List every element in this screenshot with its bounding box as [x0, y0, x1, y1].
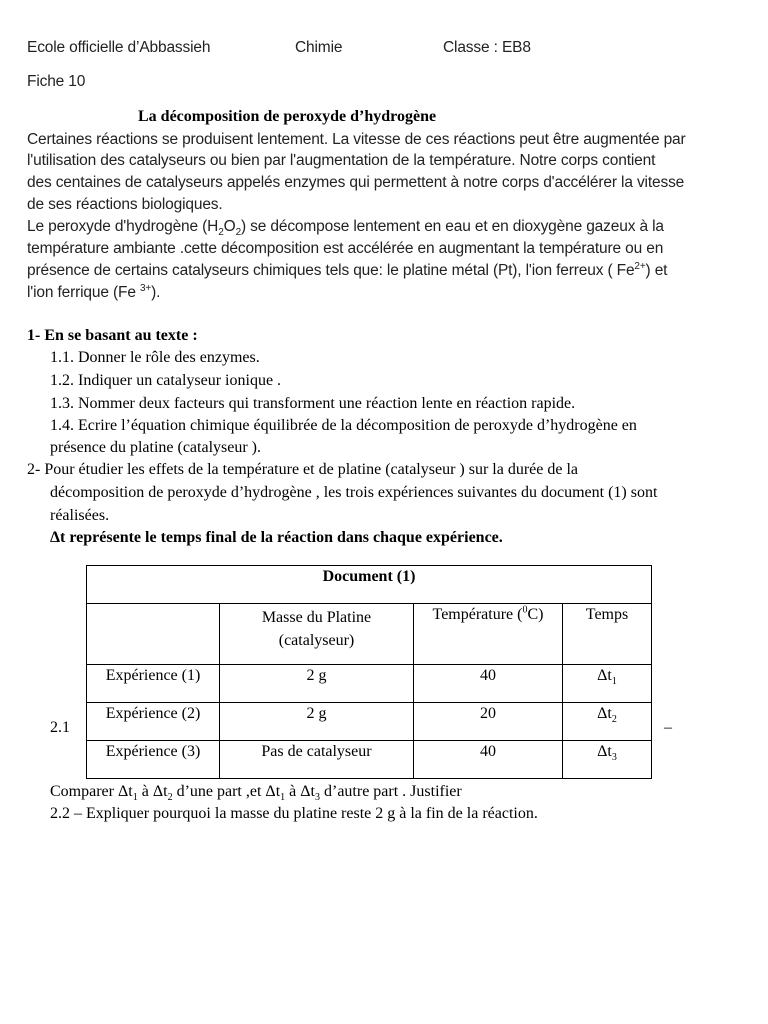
intro-line: de ses réactions biologiques.	[27, 196, 223, 213]
sheet-number: Fiche 10	[27, 73, 86, 90]
table-header-empty	[87, 604, 220, 665]
intro-line: l'ion ferrique (Fe $^{3+}$).	[27, 282, 161, 301]
question-2-note: Δt représente le temps final de la réaction dans chaque expérience.	[50, 529, 503, 546]
page-title: La décomposition de peroxyde d’hydrogène	[138, 108, 437, 125]
row-mass: Pas de catalyseur	[220, 741, 414, 779]
question-item: 1.4. Ecrire l’équation chimique équilibrée de la décomposition de peroxyde d’hydrogène en	[50, 417, 637, 434]
row-label: Expérience (1)	[87, 665, 220, 703]
question-2-1-text: Comparer $\Delta t_1$ à $\Delta t_2$ d’une part ,et $\Delta t_1$ à $\Delta t_3$ d’autre part . Justifier	[50, 783, 462, 804]
intro-line: température ambiante .cette décomposition est accélérée en augmentant la température ou en	[27, 240, 664, 257]
question-item: 1.2. Indiquer un catalyseur ionique .	[50, 372, 282, 389]
row-temp: 40	[414, 741, 563, 779]
school-name: Ecole officielle d’Abbassieh	[27, 39, 211, 56]
row-mass: 2 g	[220, 665, 414, 703]
intro-line: Le peroxyde d'hydrogène $(H_2O_2)$ se décompose lentement en eau et en dioxygène gazeux à la	[27, 218, 664, 239]
row-time: $\Delta t_3$	[563, 741, 652, 779]
intro-line: des centaines de catalyseurs appelés enzymes qui permettent à notre corps d'accélérer la vitesse	[27, 174, 685, 191]
intro-line: Certaines réactions se produisent lentement. La vitesse de ces réactions peut être augmentée par	[27, 131, 686, 148]
class-label: Classe : EB8	[443, 39, 531, 56]
table-row	[87, 665, 652, 703]
subject-label: Chimie	[295, 39, 343, 56]
question-item: 1.1. Donner le rôle des enzymes.	[50, 349, 260, 366]
intro-line: l'utilisation des catalyseurs ou bien par l'augmentation de la température. Notre corps contient	[27, 152, 656, 169]
row-label: Expérience (3)	[87, 741, 220, 779]
intro-line: présence de certains catalyseurs chimiques tels que: le platine métal (Pt), l'ion ferreux ( $Fe^{2+}$) et	[27, 260, 668, 279]
row-time: $\Delta t_2$	[563, 703, 652, 741]
document-table	[86, 565, 652, 779]
question-item: présence du platine (catalyseur ).	[50, 439, 262, 456]
question-2-line: réalisées.	[50, 507, 110, 524]
table-header-mass: Masse du Platine (catalyseur)	[220, 604, 414, 665]
table-row	[87, 703, 652, 741]
table-row	[87, 741, 652, 779]
row-temp: 40	[414, 665, 563, 703]
question-2-1-label: 2.1	[50, 719, 70, 736]
question-item: 1.3. Nommer deux facteurs qui transforment une réaction lente en réaction rapide.	[50, 395, 576, 412]
row-label: Expérience (2)	[87, 703, 220, 741]
table-header-time: Temps	[563, 604, 652, 665]
table-title: Document (1)	[87, 566, 652, 604]
question-2-1-dash: –	[664, 719, 672, 736]
question-2-line: 2- Pour étudier les effets de la température et de platine (catalyseur ) sur la durée de la	[27, 461, 579, 478]
row-temp: 20	[414, 703, 563, 741]
question-1-heading: 1- En se basant au texte :	[27, 327, 198, 344]
row-time: $\Delta t_1$	[563, 665, 652, 703]
question-2-line: décomposition de peroxyde d’hydrogène , les trois expériences suivantes du document (1) sont	[50, 484, 658, 501]
question-2-2-text: 2.2 – Expliquer pourquoi la masse du platine reste 2 g à la fin de la réaction.	[50, 805, 538, 822]
table-header-temperature: Température ($^0$C)	[414, 604, 563, 665]
row-mass: 2 g	[220, 703, 414, 741]
